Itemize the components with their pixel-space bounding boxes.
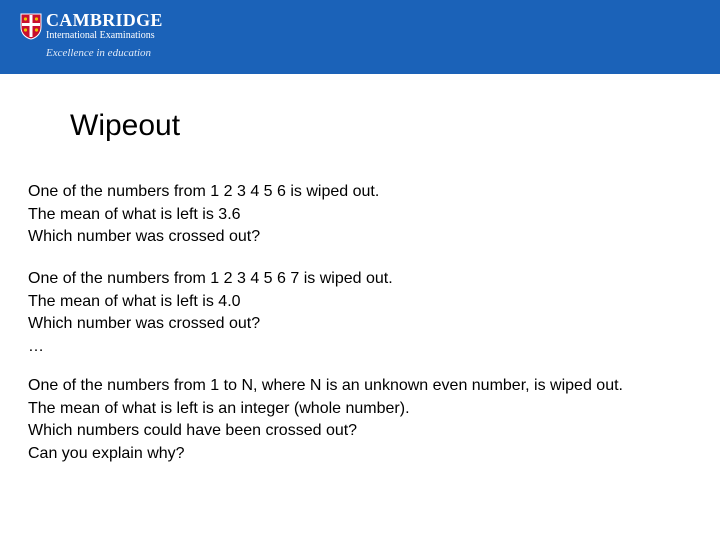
brand-tagline: Excellence in education (46, 47, 152, 59)
brand-name: CAMBRIDGE (46, 10, 163, 30)
brand-subtitle: International Examinations (46, 30, 155, 41)
puzzle-3-line-3: Which numbers could have been crossed out? (28, 422, 358, 439)
puzzle-2-line-3: Which number was crossed out? (28, 315, 261, 332)
puzzle-2-line-2: The mean of what is left is 4.0 (28, 292, 241, 310)
puzzle-1-line-3: Which number was crossed out? (28, 228, 261, 245)
puzzle-block-2 (28, 268, 393, 358)
puzzle-block-3 (28, 375, 623, 465)
puzzle-3-line-4: Can you explain why? (28, 444, 185, 462)
puzzle-2-ellipsis: … (28, 337, 44, 355)
puzzle-block-1 (28, 181, 379, 249)
header-banner (0, 0, 720, 74)
puzzle-3-line-1: One of the numbers from 1 to N, where N is an unknown even number, is wiped out. (28, 377, 623, 394)
puzzle-2-line-1: One of the numbers from 1 2 3 4 5 6 7 is wiped out. (28, 270, 393, 287)
university-crest-icon (20, 13, 42, 40)
slide-title: Wipeout (70, 109, 181, 142)
puzzle-1-line-2: The mean of what is left is 3.6 (28, 205, 241, 223)
puzzle-1-line-1: One of the numbers from 1 2 3 4 5 6 is wiped out. (28, 183, 380, 200)
puzzle-3-line-2: The mean of what is left is an integer (whole number). (28, 399, 410, 417)
